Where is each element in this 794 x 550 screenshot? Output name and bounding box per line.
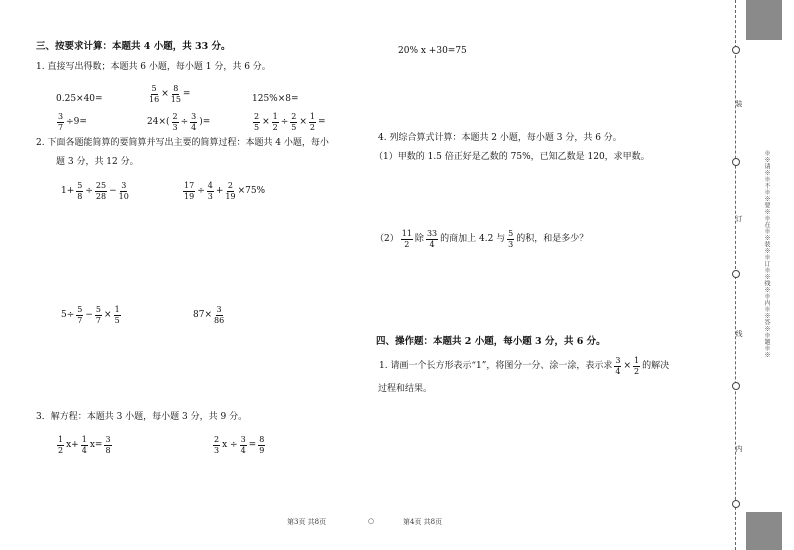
question-4-prompt: 4. 列综合算式计算：本题共 2 小题，每小题 3 分，共 6 分。 — [378, 133, 622, 143]
binding-hole-circle — [732, 382, 740, 390]
footer-page-right: 第4页 共8页 — [403, 518, 443, 526]
q1-item-b: $\frac{5}{16}$ × $\frac{8}{15}$ = — [149, 84, 191, 104]
q2-item-d: 87× $\frac{3}{86}$ — [193, 305, 225, 325]
binding-mark-xian: 线 — [735, 330, 743, 337]
question-3-prompt: 3．解方程：本题共 3 小题，每小题 3 分，共 9 分。 — [36, 412, 248, 422]
section-4-title: 四、操作题：本题共 2 小题，每小题 3 分，共 6 分。 — [376, 336, 606, 347]
binding-mark-ding: 订 — [735, 215, 743, 222]
q4-item-2: （2） $\frac{11}{2}$ 除 $\frac{33}{4}$ 的商加上 4.2 与 $\frac{5}{3}$ 的积，和是多少？ — [375, 229, 589, 249]
binding-hole-circle — [732, 158, 740, 166]
q3-item-a: $\frac{1}{2}$ x+ $\frac{1}{4}$ x= $\frac{3}{8}$ — [58, 435, 111, 455]
q4-item-1: （1）甲数的 1.5 倍正好是乙数的 75%，已知乙数是 120，求甲数。 — [374, 152, 650, 162]
binding-warning-text: ※※请※※不※※要※※在※※装※※订※※线※※内※※答※※题※※ — [763, 150, 770, 358]
binding-hole-circle — [732, 46, 740, 54]
question-1-prompt: 1. 直接写出得数；本题共 6 小题，每小题 1 分，共 6 分。 — [36, 62, 271, 72]
gray-block-top — [746, 0, 782, 40]
q2-item-a: 1+ $\frac{5}{8}$ ÷ $\frac{25}{28}$ − $\frac{3}{10}$ — [61, 181, 129, 201]
binding-mark-nei: 内 — [735, 445, 743, 452]
operation-1-line2: 过程和结果。 — [378, 384, 433, 394]
q1-item-e: 24×( $\frac{2}{3}$ ÷ $\frac{3}{4}$ )= — [147, 112, 211, 132]
q2-item-b: $\frac{17}{19}$ ÷ $\frac{4}{3}$ + $\frac{2}{19}$ ×75% — [184, 181, 266, 201]
q3-item-b: $\frac{2}{3}$ x ÷ $\frac{3}{4}$ = $\frac{8}{9}$ — [214, 435, 265, 455]
binding-mark-zhuang: 装 — [735, 100, 743, 107]
q1-item-f: $\frac{2}{5}$ × $\frac{1}{2}$ ÷ $\frac{2}{5}$ × $\frac{1}{2}$ = — [254, 112, 326, 132]
q1-item-c: 125%×8= — [252, 94, 299, 104]
operation-1-line1: 1. 请画一个长方形表示“1”，将图分一分、涂一涂，表示求 $\frac{3}{4}$ × $\frac{1}{2}$ 的解决 — [379, 356, 670, 376]
section-3-title: 三、按要求计算：本题共 4 小题，共 33 分。 — [36, 41, 231, 52]
equation-top: 20% x +30=75 — [398, 46, 467, 56]
binding-hole-circle — [732, 270, 740, 278]
footer-page-left: 第3页 共8页 — [287, 518, 327, 526]
q1-item-a: 0.25×40= — [56, 94, 103, 104]
q1-item-d: $\frac{3}{7}$ ÷9= — [58, 112, 87, 132]
question-2-prompt-line1: 2. 下面各题能简算的要简算并写出主要的简算过程：本题共 4 小题，每小 — [36, 138, 329, 148]
binding-hole-circle — [732, 500, 740, 508]
footer-center-mark: ○ — [368, 517, 375, 525]
gray-block-bottom — [746, 512, 782, 550]
question-2-prompt-line2: 题 3 分，共 12 分。 — [56, 157, 139, 167]
q2-item-c: 5÷ $\frac{5}{7}$ − $\frac{5}{7}$ × $\frac{1}{5}$ — [61, 305, 120, 325]
